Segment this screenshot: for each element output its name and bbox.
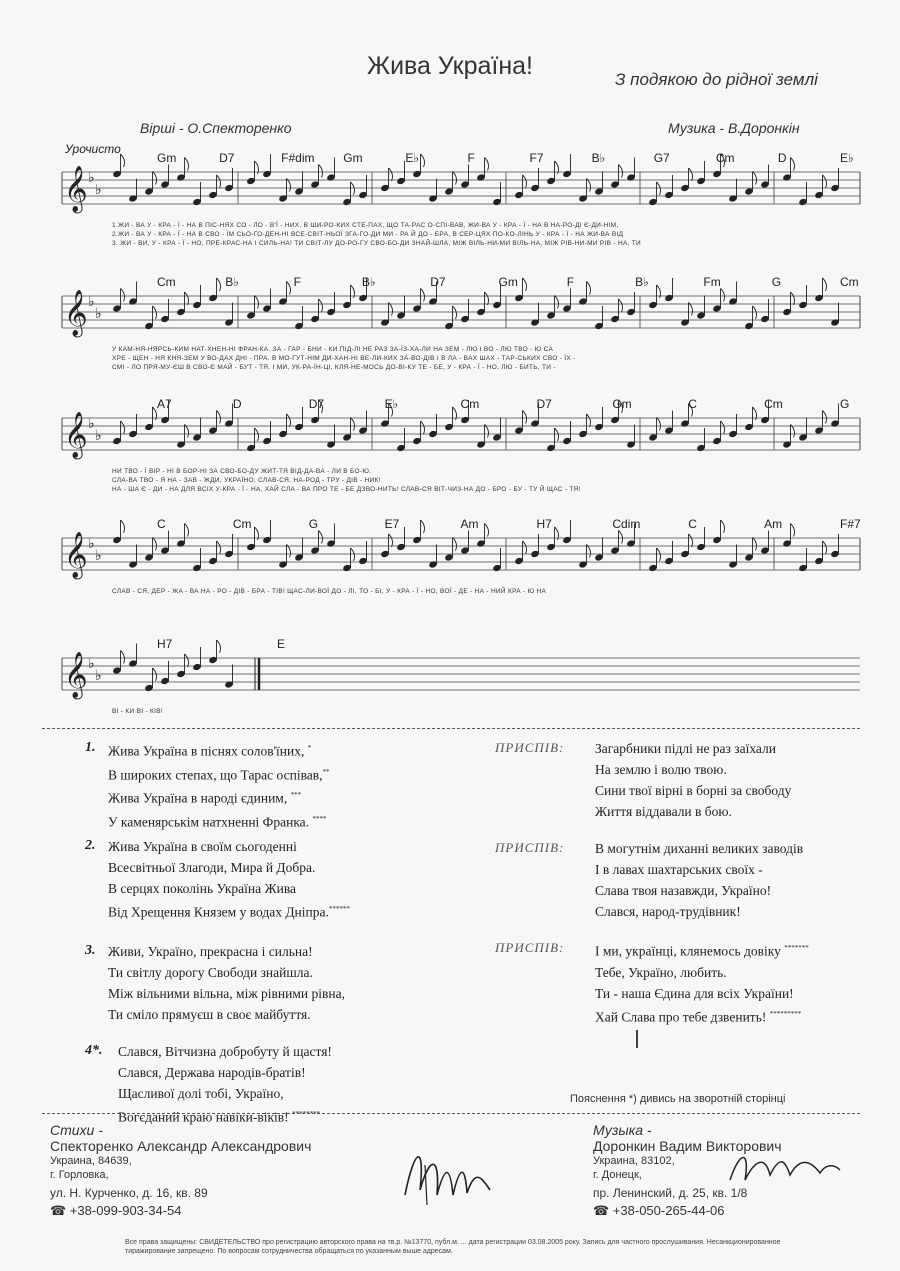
- lyric-line: ВІ - КИ ВІ - КІВ!: [112, 708, 163, 715]
- chord-symbol: Am: [764, 517, 783, 531]
- treble-clef: 𝄞: [64, 167, 88, 211]
- verse-line: В широких степах, що Тарас оспівав,**: [108, 767, 330, 782]
- chord-symbol: G: [840, 397, 850, 411]
- author-country: Украина, 83102,: [593, 1155, 675, 1167]
- verse-2: [80, 836, 420, 941]
- note-flag: [121, 289, 125, 302]
- chorus-line: Тебе, Україно, любить.: [595, 964, 727, 980]
- note-flag: [619, 165, 623, 178]
- chord-symbol: E7: [384, 517, 400, 531]
- note-flag: [319, 299, 323, 312]
- note-flag: [753, 538, 757, 551]
- author-city: г. Донецк,: [593, 1169, 642, 1181]
- note-flag: [389, 168, 393, 181]
- dedication: З подякою до рідної землі: [615, 70, 818, 89]
- note-flag: [453, 538, 457, 551]
- chord-symbol: C: [688, 517, 697, 531]
- author-country: Украина, 84639,: [50, 1155, 132, 1167]
- treble-clef: 𝄞: [64, 291, 88, 335]
- key-flat: ♭: [88, 655, 95, 671]
- verse-1: [80, 738, 420, 828]
- note-flag: [555, 296, 559, 309]
- chord-symbol: C: [688, 397, 697, 411]
- note-flag: [689, 168, 693, 181]
- key-flat: ♭: [88, 415, 95, 431]
- lyric-line: НА - ША Є - ДИ - НА ДЛЯ ВСІХ У-КРА - Ї - НА, ХАЙ СЛА - ВА ПРО ТЕ - БЕ ДЗВО-НИТЬ! СЛАВ-СЯ ВІТ-ЧИЗ-НА ДО - БРО - БУ - ТУ Й ЩАС - ТЯ!: [112, 486, 581, 493]
- note-flag: [619, 299, 623, 312]
- lyric-line: СЛАВ - СЯ, ДЕР - ЖА - ВА НА - РО - ДІВ - БРА - ТІВ! ЩАС-ЛИ-ВОЇ ДО - ЛІ, ТО - БІ, У - КРА - Ї - НО, ВОЇ - ДЕ - НА - НИЙ КРА - Ю НА: [112, 588, 547, 595]
- key-flat: ♭: [95, 181, 102, 197]
- verse-line: Живи, Україно, прекрасна і сильна!: [108, 944, 313, 959]
- verse-line: Слався, Вітчизна добробуту й щастя!: [118, 1044, 332, 1059]
- note-flag: [791, 425, 795, 438]
- note-flag: [255, 296, 259, 309]
- note-flag: [587, 282, 591, 295]
- pen-mark: [636, 1030, 638, 1048]
- note-flag: [185, 292, 189, 305]
- chord-symbol: E♭: [405, 151, 420, 165]
- song-title: Жива Україна!: [366, 52, 533, 80]
- chord-symbol: F#7: [840, 517, 861, 531]
- section-divider: [42, 1113, 860, 1114]
- lyric-line: СЛА-ВА ТВО - Я НА - ЗАВ - ЖДИ, УКРАЇНО, СЛАВ-СЯ, НА-РОД - ТРУ - ДІВ - НИК!: [112, 477, 381, 484]
- chord-symbol: Fm: [703, 275, 721, 289]
- author-street: ул. Н. Курченко, д. 16, кв. 89: [50, 1186, 208, 1200]
- chorus-line: Ти - наша Єдина для всіх України!: [595, 985, 794, 1001]
- note-flag: [485, 158, 489, 171]
- verse-line: Вогєданий краю навіки-віків! ********: [118, 1109, 321, 1125]
- chord-symbol: B♭: [225, 275, 239, 289]
- note-flag: [523, 175, 527, 188]
- verse-line: Жива Україна в піснях солов'їних, *: [108, 743, 312, 759]
- note-flag: [421, 520, 425, 533]
- author-phone: ☎ +38-099-903-34-54: [50, 1203, 182, 1218]
- note-flag: [657, 418, 661, 431]
- chord-symbol: G: [771, 275, 782, 289]
- lyric-line: ХРЕ - ЩЕН - НЯ КНЯ-ЗЕМ У ВО-ДАХ ДНІ - ПРА. В МО-ГУТ-НІМ ДИ-ХАН-НІ ВЕ-ЛИ-КИХ ЗА-ВО-ДІВ І В ЛА - ВАХ ШАХ - ТАР-СЬКИХ СВО - ЇХ -: [112, 355, 576, 362]
- chord-symbol: G7: [653, 151, 670, 165]
- key-flat: ♭: [88, 535, 95, 551]
- note-flag: [689, 534, 693, 547]
- note-flag: [153, 172, 157, 185]
- verse-line: Ти світлу дорогу Свободи знайшла.: [108, 965, 313, 980]
- lyrics-author-signature: [395, 1135, 505, 1220]
- lyric-line: 3. ЖИ - ВИ, У - КРА - Ї - НО, ПРЕ-КРАС-НА І СИЛЬ-НА! ТИ СВІТ-ЛУ ДО-РО-ГУ СВО-БО-ДИ ЗНАЙ-ШЛА, МІЖ ВІЛЬ-НИ-МИ ВІЛЬ-НА, МІЖ РІВ-НИ-МИ РІВ - НА, ТИ: [112, 240, 642, 247]
- lyrics-author-block: [50, 1122, 410, 1218]
- chord-symbol: Cm: [157, 275, 176, 289]
- verse-number: 4*.: [85, 1043, 103, 1058]
- chorus-line: І в лавах шахтарських своїх -: [595, 862, 763, 877]
- verse-line: Жива Україна в народі єдиним, ***: [108, 790, 302, 806]
- music-credit: Музика - В.Доронкін: [668, 120, 800, 136]
- note-flag: [587, 414, 591, 427]
- chorus-line: В могутнім диханні великих заводів: [595, 841, 804, 856]
- note-flag: [421, 421, 425, 434]
- author-name: Спекторенко Александр Александрович: [50, 1138, 312, 1154]
- chorus-line: На землю і волю твою.: [595, 762, 727, 777]
- chord-symbol: F: [566, 275, 575, 289]
- choruses-column: [495, 738, 875, 1038]
- lyric-line: 1.ЖИ - ВА У - КРА - Ї - НА В ПІС-НЯХ СО - ЛО - В'Ї - НИХ, В ШИ-РО-КИХ СТЕ-ПАХ, ЩО ТА-РАС О-СПІ-ВАВ, ЖИ-ВА У - КРА - Ї - НА В НА-РО-ДІ Є-ДИ-НІМ,: [112, 222, 619, 229]
- note-flag: [485, 425, 489, 438]
- chorus-line: І ми, українці, клянемось довіку *******: [595, 943, 809, 959]
- note-flag: [185, 654, 189, 667]
- note-flag: [791, 158, 795, 171]
- chorus-line: Життя віддавали в бою.: [595, 804, 732, 819]
- verse-number: 3.: [85, 943, 96, 958]
- chord-symbol: F: [467, 151, 475, 165]
- note-flag: [121, 651, 125, 664]
- chord-symbol: Gm: [343, 151, 363, 165]
- note-flag: [319, 165, 323, 178]
- chord-symbol: D: [232, 397, 242, 411]
- note-flag: [823, 411, 827, 424]
- chord-symbol: D7: [536, 397, 552, 411]
- verse-3: [80, 941, 420, 1041]
- chord-symbol: B♭: [361, 275, 376, 289]
- note-flag: [421, 289, 425, 302]
- chorus-line: Загарбники підлі не раз заїхали: [595, 741, 776, 756]
- chorus-2: [495, 838, 875, 938]
- lyric-line: 2.ЖИ - ВА У - КРА - Ї - НА В СВО - ЇМ СЬО-ГО-ДЕН-НІ ВСЕ-СВІТ-НЬОЇ ЗГА-ГО-ДИ МИ - РА Й ДО - БРА, В СЕР-ЦЯХ ПО-КО-ЛІНЬ У - КРА - Ї - НА ЖИ-ВА ВІД: [112, 231, 624, 238]
- chorus-line: Слава твоя назавжди, Україно!: [595, 883, 772, 898]
- chord-symbol: Gm: [157, 151, 177, 165]
- note-flag: [287, 414, 291, 427]
- chorus-line: Слався, народ-трудівник!: [595, 904, 741, 919]
- note-flag: [523, 278, 527, 291]
- chord-symbol: Am: [460, 517, 479, 531]
- note-flag: [555, 428, 559, 441]
- note-flag: [121, 421, 125, 434]
- treble-clef: 𝄞: [64, 653, 88, 697]
- chord-symbol: D: [777, 151, 787, 165]
- note-flag: [153, 668, 157, 681]
- note-flag: [721, 289, 725, 302]
- note-flag: [217, 640, 221, 653]
- lyric-line: СМІ - ЛО ПРЯ-МУ-ЄШ В СВО-Є МАЙ - БУТ - ТЯ. І МИ, УК-РА-ЇН-ЦІ, КЛЯ-НЕ-МОСЬ ДО-ВІ-КУ ТЕ - БЕ, У - КРА - Ї - НО, ЛЮ - БИТЬ, ТИ -: [112, 364, 556, 371]
- verse-line: Ти сміло прямуєш в своє майбуття.: [108, 1007, 311, 1022]
- note-flag: [185, 425, 189, 438]
- treble-clef: 𝄞: [64, 533, 88, 577]
- verse-line: Від Хрещення Князем у водах Дніпра.******: [108, 904, 350, 920]
- chord-symbol: F#dim: [281, 151, 315, 165]
- key-flat: ♭: [95, 305, 102, 321]
- note-flag: [721, 421, 725, 434]
- lyrics-credit: Вірші - О.Спекторенко: [140, 120, 292, 136]
- verse-number: 1.: [85, 740, 96, 755]
- chord-symbol: D7: [430, 275, 446, 289]
- chord-symbol: Cm: [764, 397, 783, 411]
- note-flag: [389, 303, 393, 316]
- chord-symbol: E: [277, 637, 286, 651]
- chord-symbol: B♭: [591, 151, 606, 165]
- note-flag: [287, 179, 291, 192]
- note-flag: [689, 303, 693, 316]
- chord-symbol: B♭: [635, 275, 649, 289]
- note-flag: [523, 411, 527, 424]
- note-flag: [823, 278, 827, 291]
- chord-symbol: A7: [157, 397, 172, 411]
- chord-symbol: F7: [529, 151, 544, 165]
- tempo-marking: Урочисто: [65, 142, 121, 156]
- chorus-label: ПРИСПІВ:: [495, 840, 565, 855]
- note-flag: [523, 541, 527, 554]
- author-city: г. Горловка,: [50, 1169, 109, 1181]
- lyric-line: У КАМ-НЯ-НЯРСЬ-КИМ НАТ-ХНЕН-НІ ФРАН-КА. ЗА - ГАР - БНИ - КИ ПІД-ЛІ НЕ РАЗ ЗА-ЇЗ-ХА-ЛИ НА ЗЕМ - ЛЮ І ВО - ЛЮ ТВО - Ю СА: [112, 346, 554, 353]
- note-flag: [217, 175, 221, 188]
- verse-line: Слався, Держава народів-братів!: [118, 1065, 306, 1080]
- note-flag: [753, 306, 757, 319]
- note-flag: [823, 175, 827, 188]
- note-flag: [823, 541, 827, 554]
- note-flag: [185, 524, 189, 537]
- author-phone: ☎ +38-050-265-44-06: [593, 1203, 725, 1218]
- treble-clef: 𝄞: [64, 413, 88, 457]
- chord-symbol: D7: [219, 151, 235, 165]
- chord-symbol: H7: [536, 517, 552, 531]
- note-flag: [217, 278, 221, 291]
- verses-column: [80, 738, 420, 1141]
- verse-line: У каменярськім натхненні Франка. ****: [108, 814, 327, 829]
- note-flag: [657, 182, 661, 195]
- note-flag: [485, 292, 489, 305]
- verse-number: 2.: [85, 838, 96, 853]
- chord-symbol: Cdim: [612, 517, 641, 531]
- note-flag: [453, 172, 457, 185]
- author-street: пр. Ленинский, д. 25, кв. 1/8: [593, 1186, 748, 1200]
- note-flag: [587, 179, 591, 192]
- note-flag: [217, 541, 221, 554]
- chord-symbol: Cm: [715, 151, 735, 165]
- verse-line: Всесвітньої Злагоди, Мира й Добра.: [108, 860, 316, 875]
- note-flag: [121, 520, 125, 533]
- chord-symbol: Gm: [498, 275, 518, 289]
- note-flag: [153, 538, 157, 551]
- chorus-line: Сини твої вірні в борні за свободу: [595, 783, 792, 798]
- chorus-line: Хай Слава про тебе дзвенить! *********: [595, 1009, 802, 1024]
- key-flat: ♭: [88, 293, 95, 309]
- note-flag: [421, 154, 425, 167]
- note-flag: [389, 534, 393, 547]
- author-label: Стихи -: [50, 1122, 103, 1138]
- chorus-label: ПРИСПІВ:: [495, 740, 565, 755]
- chorus-1: [495, 738, 875, 838]
- chord-symbol: E♭: [840, 151, 854, 165]
- chord-symbol: G: [308, 517, 319, 531]
- note-flag: [351, 548, 355, 561]
- chorus-label: ПРИСПІВ:: [495, 940, 565, 955]
- note-flag: [453, 306, 457, 319]
- verse-line: Щасливої долі тобі, Україно,: [118, 1086, 284, 1101]
- note-flag: [121, 154, 125, 167]
- note-flag: [657, 548, 661, 561]
- footnote: Пояснення *) дивись на зворотній сторінці: [570, 1093, 786, 1105]
- note-flag: [185, 158, 189, 171]
- note-flag: [619, 531, 623, 544]
- note-flag: [319, 531, 323, 544]
- chord-symbol: F: [293, 275, 301, 289]
- note-flag: [351, 418, 355, 431]
- section-divider: [42, 728, 860, 729]
- key-flat: ♭: [95, 427, 102, 443]
- author-label: Музыка -: [593, 1122, 652, 1138]
- chord-symbol: Cm: [840, 275, 859, 289]
- note-flag: [287, 545, 291, 558]
- note-flag: [485, 524, 489, 537]
- music-author-signature: [725, 1145, 845, 1190]
- note-flag: [791, 524, 795, 537]
- chord-symbol: H7: [157, 637, 173, 651]
- chord-symbol: C: [157, 517, 166, 531]
- phone-icon: ☎: [50, 1203, 70, 1218]
- verse-line: В серцях поколінь Україна Жива: [108, 881, 297, 896]
- note-flag: [721, 520, 725, 533]
- verse-line: Між вільними вільна, між рівними рівна,: [108, 986, 345, 1001]
- key-flat: ♭: [88, 169, 95, 185]
- note-flag: [287, 282, 291, 295]
- note-flag: [217, 411, 221, 424]
- chord-symbol: E♭: [384, 397, 399, 411]
- key-flat: ♭: [95, 547, 102, 563]
- chorus-3: [495, 938, 875, 1038]
- phone-icon: ☎: [593, 1203, 613, 1218]
- chord-symbol: Gm: [612, 397, 632, 411]
- note-flag: [587, 545, 591, 558]
- note-flag: [255, 428, 259, 441]
- chord-symbol: D7: [308, 397, 325, 411]
- chord-symbol: Cm: [232, 517, 252, 531]
- note-flag: [351, 182, 355, 195]
- key-flat: ♭: [95, 667, 102, 683]
- copyright-notice: Все права защищены: СВИДЕТЕЛЬСТВО про регистрацию авторского права на тв.р. №13770, публ.м. ... дата регистрации 03.08.2005 року. Запись для частного прослушивания. Несанкционированное тиражирование запрещено. По вопросам сотрудничества обращаться по указанным выше адресам.: [125, 1239, 781, 1255]
- note-flag: [753, 172, 757, 185]
- chord-symbol: Cm: [460, 397, 480, 411]
- lyric-line: НИ ТВО - Ї ВІР - НІ В БОР-НІ ЗА СВО-БО-ДУ ЖИТ-ТЯ ВІД-ДА-ВА - ЛИ В БО-Ю.: [112, 468, 372, 475]
- verse-line: Жива Україна в своїм сьогоденні: [108, 839, 297, 854]
- author-name: Доронкин Вадим Викторович: [593, 1138, 782, 1154]
- note-flag: [153, 306, 157, 319]
- note-flag: [791, 292, 795, 305]
